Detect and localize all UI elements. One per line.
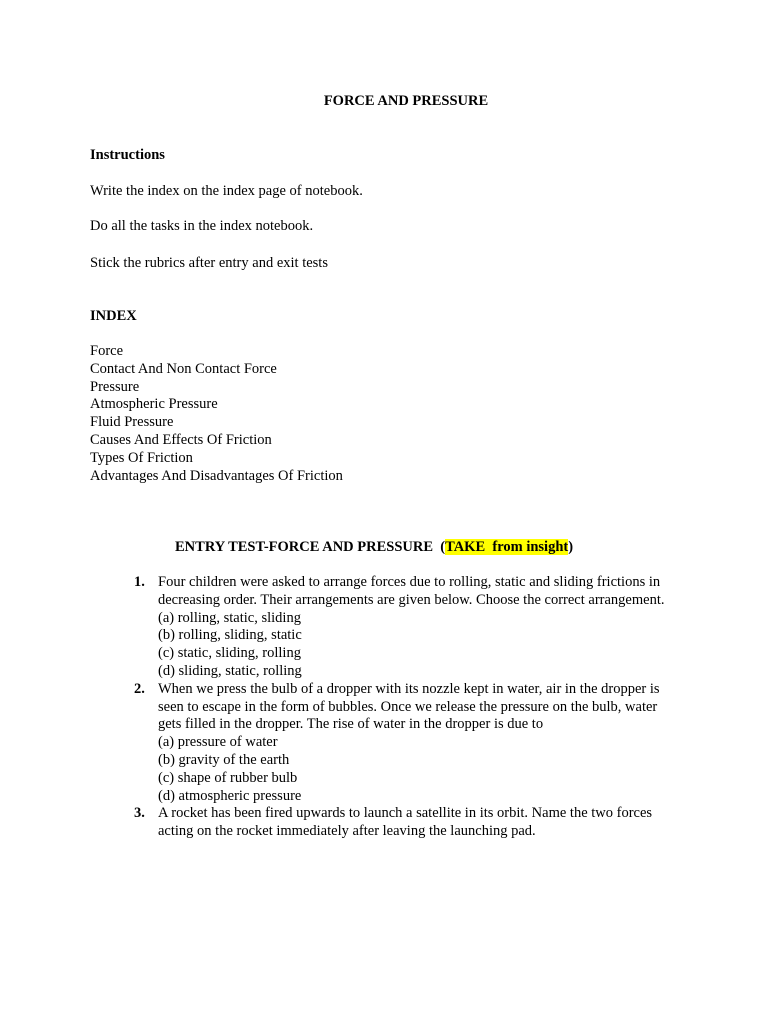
question-number: 1.: [134, 574, 145, 590]
question-option: (c) shape of rubber bulb: [158, 769, 298, 786]
index-item: Fluid Pressure: [90, 414, 174, 431]
entry-test-heading: [175, 539, 573, 556]
question-option: (b) gravity of the earth: [158, 751, 290, 768]
entry-test-highlight: TAKE from insight: [445, 539, 569, 555]
question-list: [134, 574, 679, 841]
question-item: [134, 681, 679, 806]
question-option: (d) sliding, static, rolling: [158, 662, 302, 679]
index-item: Pressure: [90, 378, 140, 395]
document-title: FORCE AND PRESSURE: [323, 93, 489, 109]
index-item: Types Of Friction: [90, 449, 193, 466]
question-option: (c) static, sliding, rolling: [158, 645, 301, 662]
instruction-item: Do all the tasks in the index notebook.: [90, 218, 314, 234]
index-item: Force: [90, 343, 124, 359]
question-text: A rocket has been fired upwards to launch a satellite in its orbit. Name the two forces acting on the rocket immediately after leaving the launching pad.: [158, 805, 653, 840]
question-option: (d) atmospheric pressure: [158, 787, 302, 804]
instruction-item: Write the index on the index page of notebook.: [90, 183, 363, 199]
question-number: 3.: [134, 805, 145, 822]
entry-test-heading-prefix: ENTRY TEST-FORCE AND PRESSURE (: [175, 539, 446, 555]
entry-test-heading-suffix: ): [568, 539, 574, 555]
instruction-item: Stick the rubrics after entry and exit tests: [90, 255, 328, 271]
question-item: [134, 574, 679, 681]
index-item: Atmospheric Pressure: [90, 396, 218, 413]
question-option: (b) rolling, sliding, static: [158, 627, 302, 644]
question-option: (a) pressure of water: [158, 734, 278, 751]
index-item: Contact And Non Contact Force: [90, 360, 277, 377]
question-text: Four children were asked to arrange forces due to rolling, static and sliding frictions in decreasing order. Their arrangements are given below. Choose the correct arrangement.: [158, 574, 665, 608]
index-item: Causes And Effects Of Friction: [90, 431, 272, 448]
instructions-heading: Instructions: [90, 147, 165, 163]
question-text: When we press the bulb of a dropper with its nozzle kept in water, air in the dropper is seen to escape in the form of bubbles. Once we release the pressure on the bulb, water gets filled in the dropper. The rise of water in the dropper is due to: [158, 680, 660, 733]
question-item: [134, 805, 679, 841]
index-item: Advantages And Disadvantages Of Friction: [90, 467, 343, 484]
question-number: 2.: [134, 680, 145, 697]
question-option: (a) rolling, static, sliding: [158, 609, 301, 626]
index-list: [90, 343, 343, 485]
index-heading: INDEX: [90, 308, 137, 324]
